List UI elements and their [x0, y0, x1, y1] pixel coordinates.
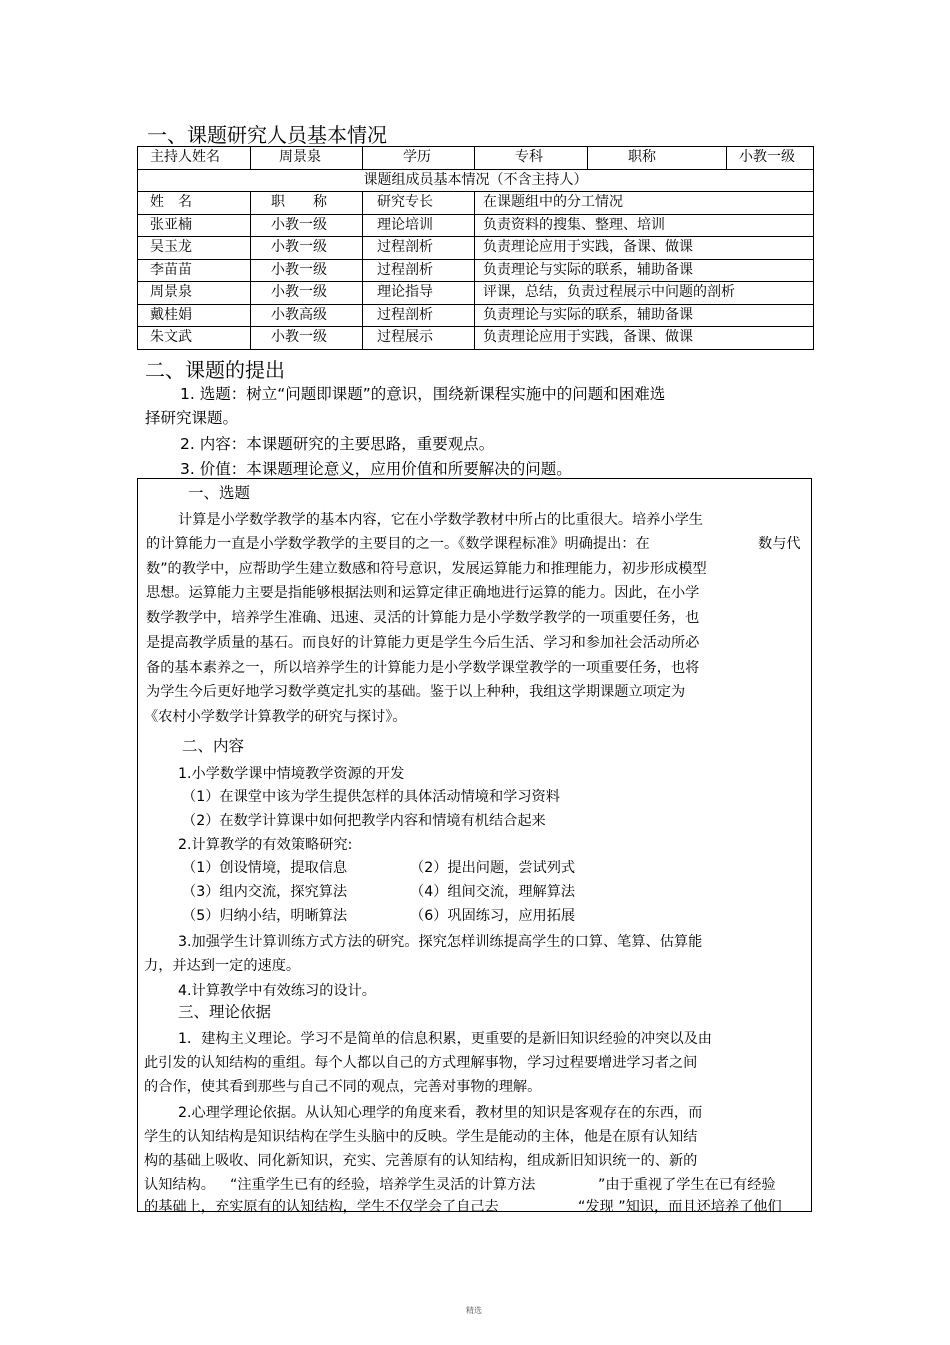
theory-1-line: 1．建构主义理论。学习不是简单的信息积累，更重要的是新旧知识经验的冲突以及由	[178, 1031, 712, 1047]
section2-heading: 二、课题的提出	[145, 358, 285, 382]
member-title: 小教一级	[251, 327, 363, 350]
table-row	[138, 304, 814, 327]
member-expertise: 过程剖析	[363, 304, 475, 327]
member-duty: 负责理论应用于实践，备课、做课	[475, 327, 814, 350]
strategy-right: （4）组间交流，理解算法	[410, 884, 576, 900]
host-cell: 职称	[588, 147, 727, 170]
table-row	[138, 214, 814, 237]
strategy-left: （3）组内交流，探究算法	[182, 884, 348, 900]
strategy-left: （5）归纳小结，明晰算法	[182, 908, 348, 924]
p1-line-tail: 数与代	[758, 536, 801, 552]
member-expertise: 过程展示	[363, 327, 475, 350]
p1-line: 备的基本素养之一，所以培养学生的计算能力是小学数学课堂教学的一项重要任务，也将	[146, 660, 700, 676]
host-row	[138, 147, 814, 170]
member-title: 小教高级	[251, 304, 363, 327]
host-cell: 周景泉	[251, 147, 363, 170]
member-duty: 负责理论与实际的联系，辅助备课	[475, 259, 814, 282]
content-item-2: 2.计算教学的有效策略研究:	[178, 837, 353, 853]
members-caption: 课题组成员基本情况（不含主持人）	[138, 169, 814, 192]
strategy-left: （1）创设情境，提取信息	[182, 860, 348, 876]
content-item-1a: （1）在课堂中该为学生提供怎样的具体活动情境和学习资料	[182, 789, 560, 805]
content-item-3-line1: 3.加强学生计算训练方式方法的研究。探究怎样训练提高学生的口算、笔算、估算能	[178, 934, 703, 950]
member-name: 吴玉龙	[138, 237, 251, 260]
member-title: 小教一级	[251, 282, 363, 305]
member-duty: 评课，总结，负责过程展示中问题的剖析	[475, 282, 814, 305]
member-name: 戴桂娟	[138, 304, 251, 327]
host-cell: 学历	[363, 147, 475, 170]
member-duty: 负责理论与实际的联系，辅助备课	[475, 304, 814, 327]
box-heading-2: 二、内容	[182, 737, 245, 755]
header-cell: 在课题组中的分工情况	[475, 192, 814, 215]
strategy-right: （6）巩固练习，应用拓展	[410, 908, 576, 924]
host-cell: 小教一级	[727, 147, 814, 170]
p1-line: 是提高教学质量的基石。而良好的计算能力更是学生今后生活、学习和参加社会活动所必	[146, 635, 700, 651]
theory-2-line: 学生的认知结构是知识结构在学生头脑中的反映。学生是能动的主体，他是在原有认知结	[144, 1129, 698, 1145]
member-expertise: 理论指导	[363, 282, 475, 305]
p1-line: 数学教学中，培养学生准确、迅速、灵活的计算能力是小学数学教学的一项重要任务，也	[146, 610, 700, 626]
members-caption-row	[138, 169, 814, 192]
table-row	[138, 327, 814, 350]
content-box	[137, 478, 812, 1215]
table-row	[138, 282, 814, 305]
content-item-1: 1.小学数学课中情境教学资源的开发	[178, 766, 405, 782]
member-name: 朱文武	[138, 327, 251, 350]
p1-line: 《农村小学数学计算教学的研究与探讨》。	[144, 709, 407, 725]
content-item-4: 4.计算教学中有效练习的设计。	[178, 983, 376, 999]
theory-2-line4-a: 认知结构。	[144, 1177, 215, 1193]
section1-heading: 一、课题研究人员基本情况	[147, 123, 387, 147]
theory-2-line: 2.心理学理论依据。从认知心理学的角度来看，教材里的知识是客观存在的东西，而	[178, 1105, 703, 1121]
member-name: 周景泉	[138, 282, 251, 305]
host-cell: 专科	[475, 147, 588, 170]
member-expertise: 过程剖析	[363, 259, 475, 282]
members-header-row	[138, 192, 814, 215]
member-title: 小教一级	[251, 237, 363, 260]
box-heading-3: 三、理论依据	[178, 1003, 272, 1021]
member-expertise: 理论培训	[363, 214, 475, 237]
member-expertise: 过程剖析	[363, 237, 475, 260]
member-name: 李苗苗	[138, 259, 251, 282]
theory-1-line: 的合作，使其看到那些与自己不同的观点，完善对事物的理解。	[144, 1079, 542, 1095]
header-cell: 研究专长	[363, 192, 475, 215]
theory-2-line4-b: “注重学生已有的经验，培养学生灵活的计算方法	[230, 1177, 536, 1193]
section2-item2: 2. 内容：本课题研究的主要思路，重要观点。	[180, 435, 495, 453]
table-row	[138, 237, 814, 260]
table-row	[138, 259, 814, 282]
host-cell: 主持人姓名	[138, 147, 251, 170]
member-duty: 负责理论应用于实践，备课、做课	[475, 237, 814, 260]
member-title: 小教一级	[251, 214, 363, 237]
content-item-1b: （2）在数学计算课中如何把教学内容和情境有机结合起来	[182, 813, 546, 829]
member-duty: 负责资料的搜集、整理、培训	[475, 214, 814, 237]
footer-mark: 精选	[466, 1306, 482, 1315]
content-item-3-line2: 力，并达到一定的速度。	[144, 958, 301, 974]
header-cell: 职 称	[251, 192, 363, 215]
box-heading-1: 一、选题	[188, 484, 251, 502]
section2-item1-line2: 择研究课题。	[145, 409, 239, 427]
strategy-right: （2）提出问题，尝试列式	[410, 860, 576, 876]
theory-2-line5-b: “发现 ”知识，而且还培养了他们	[578, 1199, 782, 1215]
section2-item3: 3. 价值：本课题理论意义，应用价值和所要解决的问题。	[180, 460, 572, 478]
header-cell: 姓 名	[138, 192, 251, 215]
p1-line: 的计算能力一直是小学数学教学的主要目的之一。《数学课程标准》明确提出：在	[146, 536, 650, 552]
p1-line: 数”的教学中，应帮助学生建立数感和符号意识，发展运算能力和推理能力，初步形成模型	[146, 561, 707, 577]
p1-line: 思想。运算能力主要是指能够根据法则和运算定律正确地进行运算的能力。因此，在小学	[146, 585, 700, 601]
theory-2-line4-c: ”由于重视了学生在已有经验	[598, 1177, 776, 1193]
theory-1-line: 此引发的认知结构的重组。每个人都以自己的方式理解事物，学习过程要增进学习者之间	[144, 1055, 698, 1071]
member-title: 小教一级	[251, 259, 363, 282]
theory-2-line: 构的基础上吸收、同化新知识，充实、完善原有的认知结构，组成新旧知识统一的、新的	[144, 1153, 698, 1169]
researcher-table	[137, 146, 814, 350]
section2-item1-line1: 1. 选题：树立“问题即课题”的意识，围绕新课程实施中的问题和困难选	[180, 385, 666, 403]
theory-2-line5-a: 的基础上，充实原有的认知结构，学生不仅学会了自己去	[144, 1199, 499, 1215]
p1-line: 计算是小学数学教学的基本内容，它在小学数学教材中所占的比重很大。培养小学生	[178, 512, 703, 528]
member-name: 张亚楠	[138, 214, 251, 237]
p1-line: 为学生今后更好地学习数学奠定扎实的基础。鉴于以上种种，我组这学期课题立项定为	[146, 684, 686, 700]
